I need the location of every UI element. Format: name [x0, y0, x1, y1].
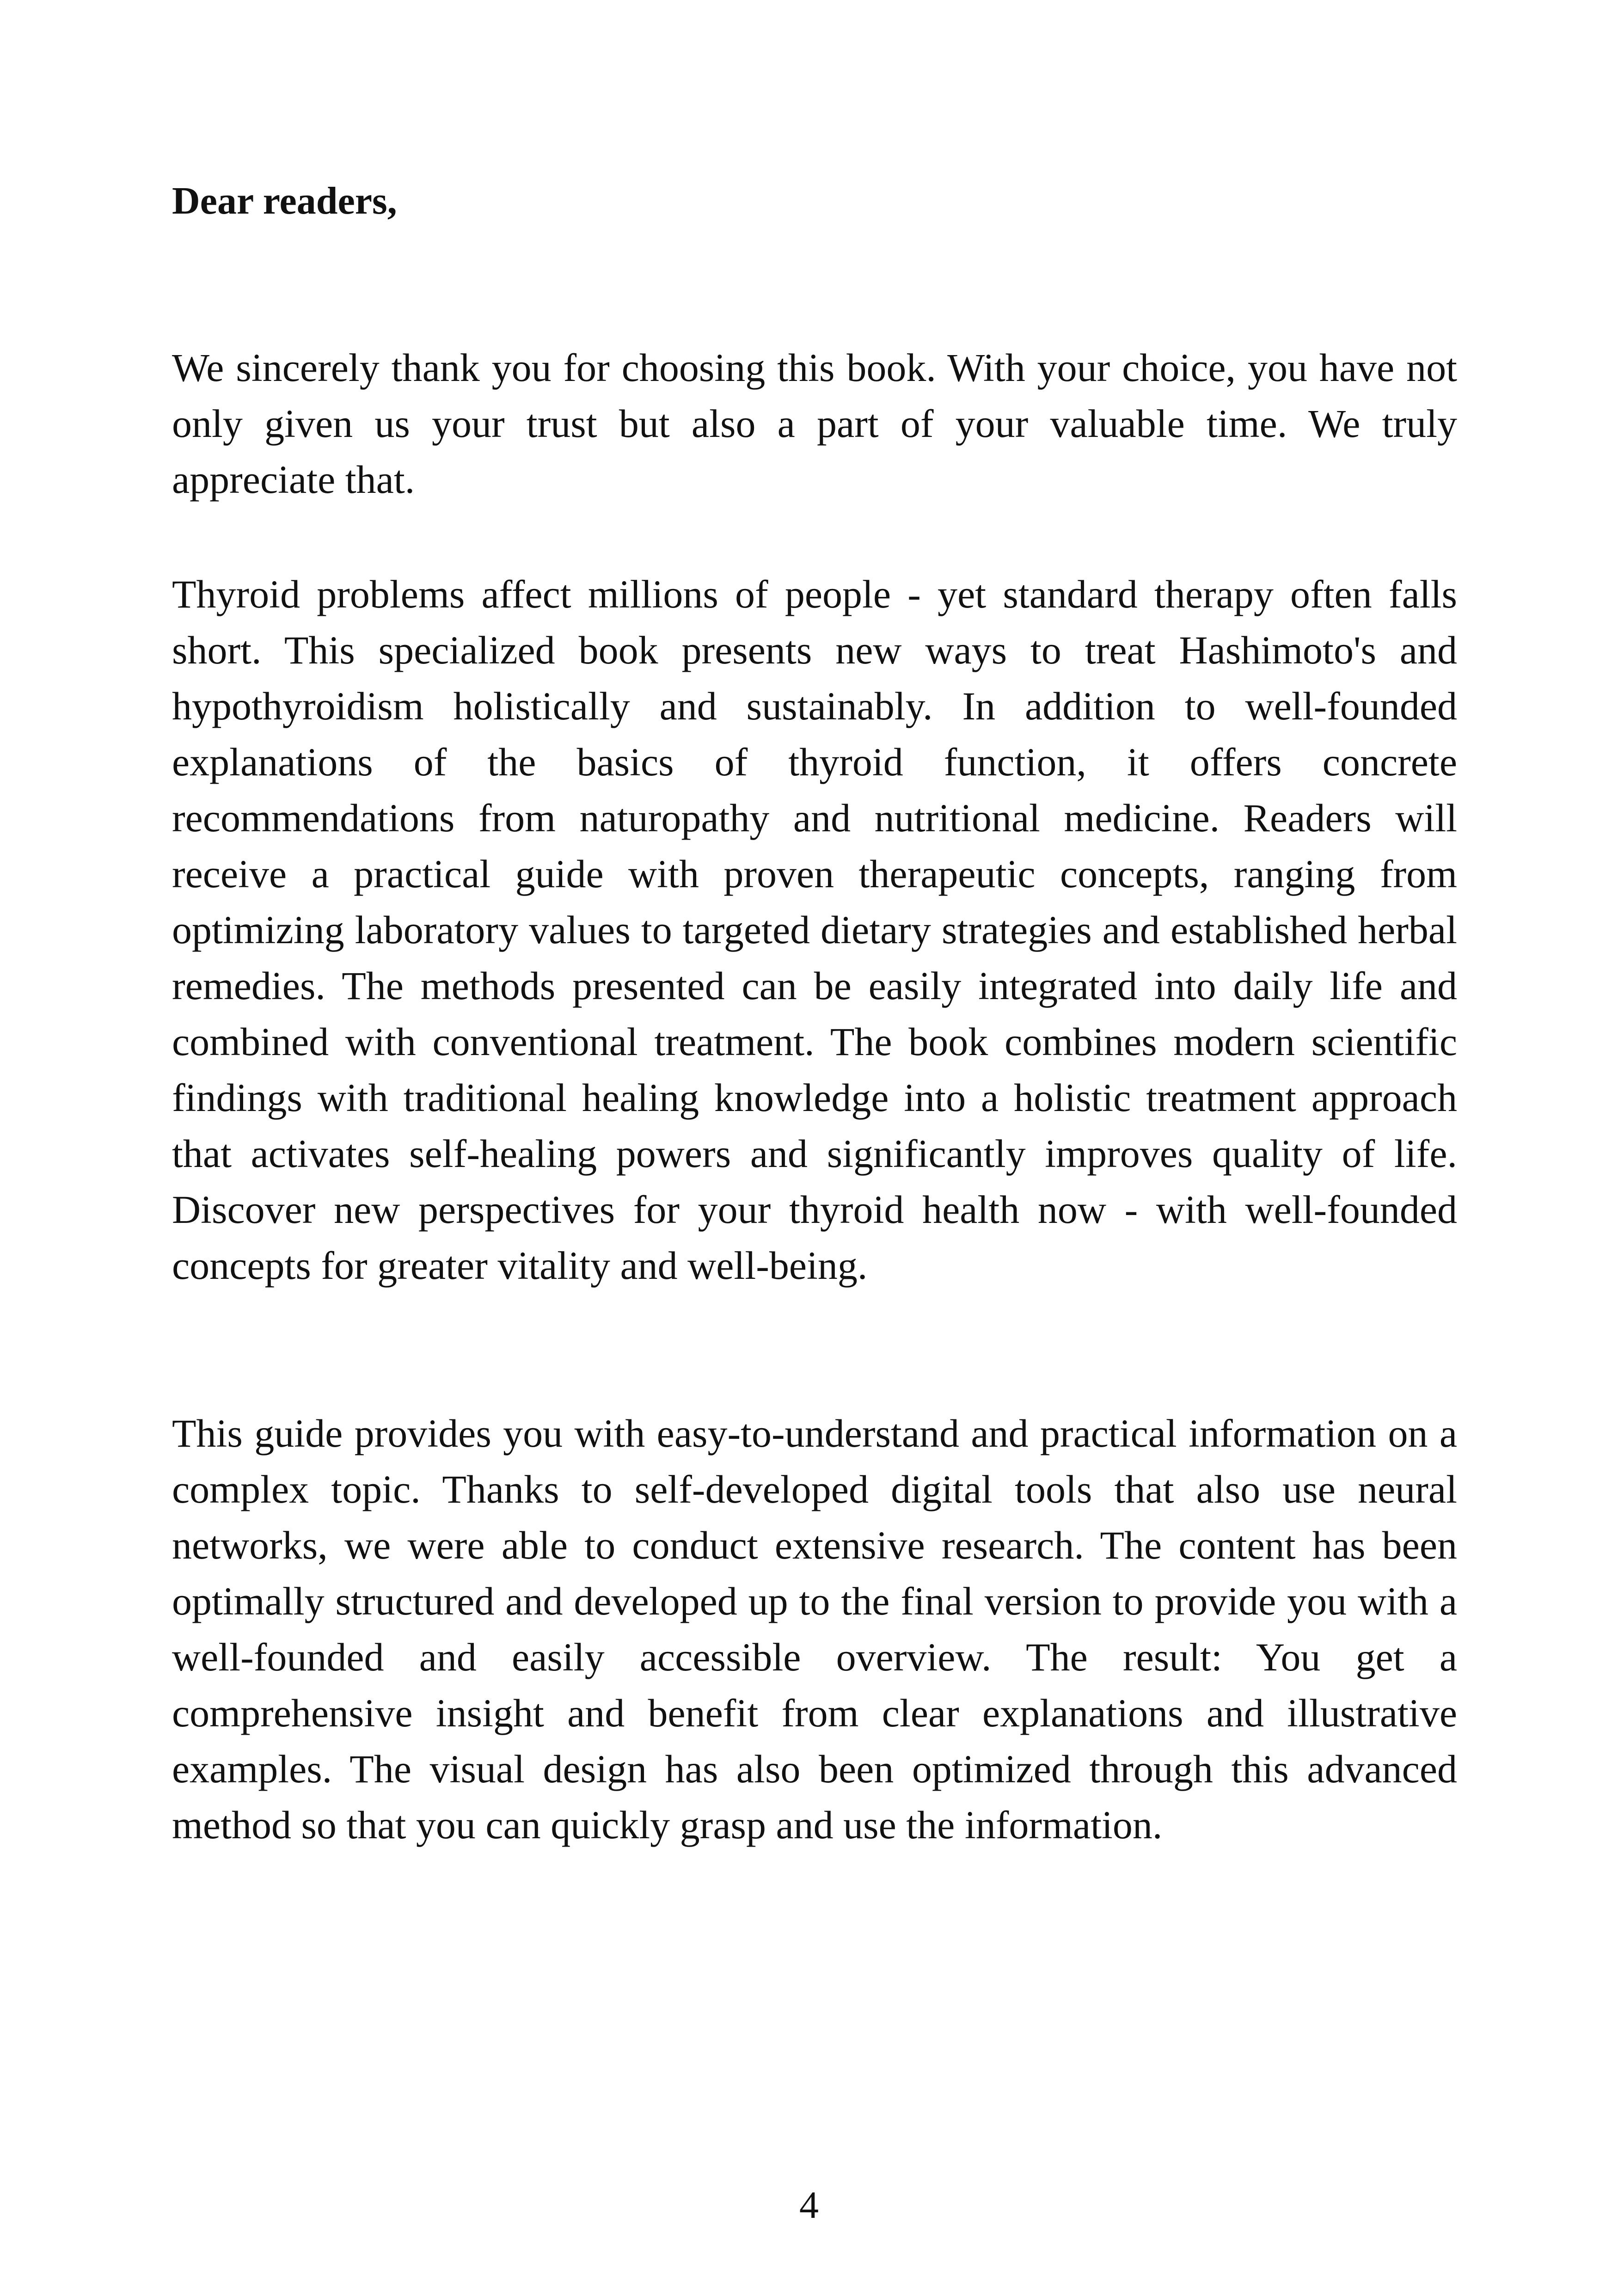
salutation-heading: Dear readers, — [172, 179, 397, 222]
paragraph-thanks: We sincerely thank you for choosing this book. With your choice, you have not only given us your trust but also a part of your valuable time. We truly appreciate that. — [172, 345, 1457, 502]
paragraph-book-description: Thyroid problems affect millions of people - yet standard therapy often falls short. This specialized book presents new ways to treat Hashimoto's and hypothyroidism holistically and sustainably. In addition to well-founded explanations of the basics of thyroid function, it offers concrete recommendations from naturopathy and nutritional medicine. Readers will receive a practical guide with proven therapeutic concepts, ranging from optimizing laboratory values to targeted dietary strategies and established herbal remedies. The methods presented can be easily integrated into daily life and combined with conventional treatment. The book combines modern scientific findings with traditional healing knowledge into a holistic treatment approach that activates self-healing powers and significantly improves quality of life. Discover new perspectives for your thyroid health now - with well-founded concepts for greater vitality and well-being. — [172, 572, 1457, 1288]
paragraph-guide-method: This guide provides you with easy-to-understand and practical information on a complex topic. Thanks to self-developed digital tools that also use neural networks, we were able to conduct extensive research. The content has been optimally structured and developed up to the final version to provide you with a well-founded and easily accessible overview. The result: You get a comprehensive insight and benefit from clear explanations and illustrative examples. The visual design has also been optimized through this advanced method so that you can quickly grasp and use the information. — [172, 1411, 1457, 1847]
page-number: 4 — [799, 2184, 819, 2227]
